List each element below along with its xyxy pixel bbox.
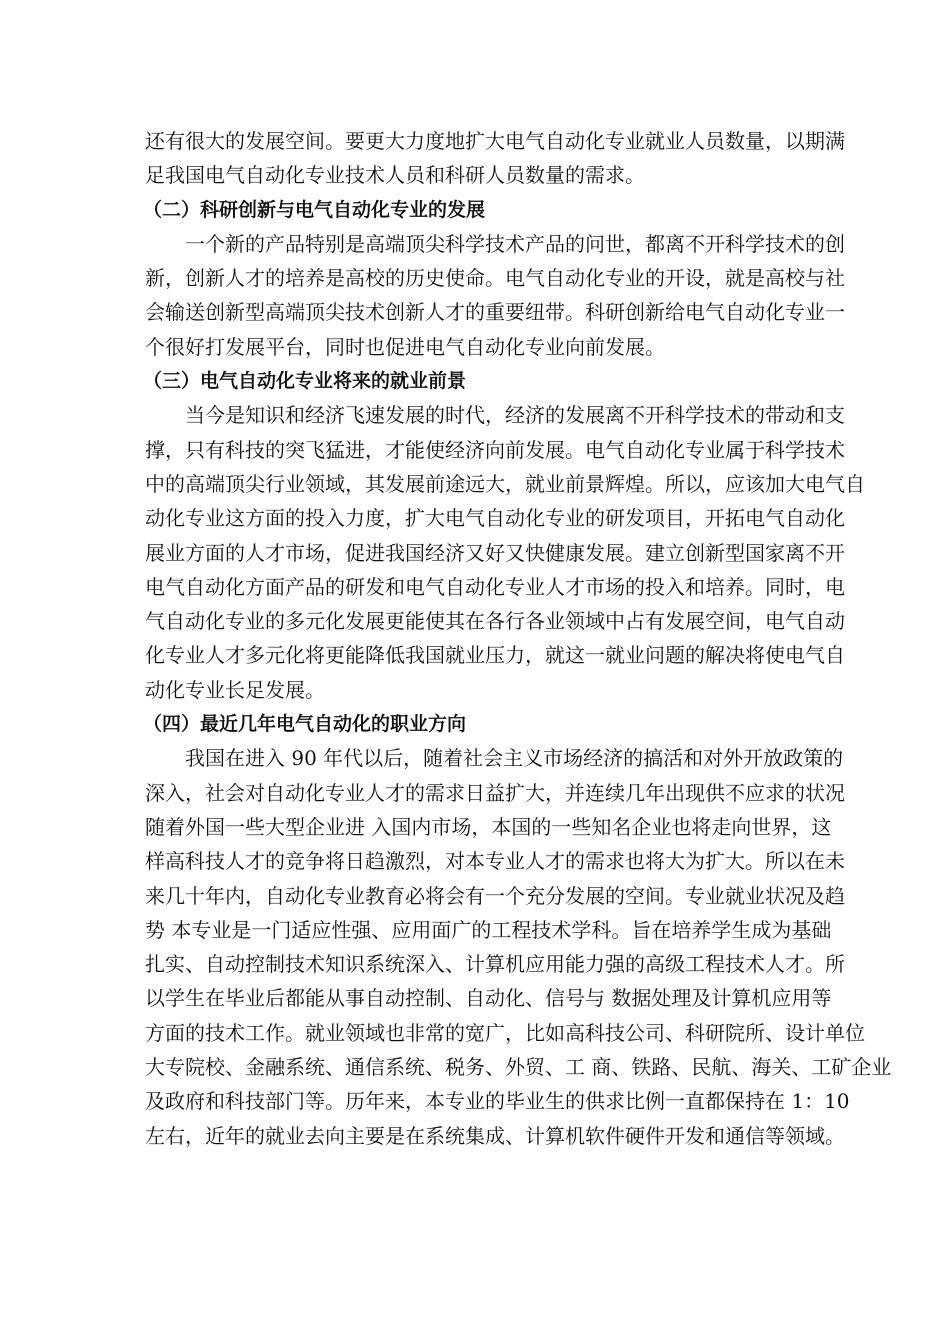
section-2 — [143, 193, 845, 364]
paragraph-line: 新，创新人才的培养是高校的历史使命。电气自动化专业的开设，就是高校与社 — [145, 266, 845, 291]
paragraph-line: 随着外国一些大型企业进 入国内市场，本国的一些知名企业也将走向世界，这 — [145, 814, 832, 839]
paragraph-line: 势 本专业是一门适应性强、应用面广的工程技术学科。旨在培养学生成为基础 — [145, 917, 832, 942]
paragraph-line: 动化专业长足发展。 — [145, 677, 325, 702]
paragraph-line: 扎实、自动控制技术知识系统深入、计算机应用能力强的高级工程技术人才。所 — [145, 952, 845, 977]
paragraph-line: 动化专业这方面的投入力度，扩大电气自动化专业的研发项目，开拓电气自动化 — [145, 506, 845, 531]
paragraph-line: 我国在进入 90 年代以后，随着社会主义市场经济的搞活和对外开放政策的 — [185, 746, 844, 771]
section-heading: （三）电气自动化专业将来的就业前景 — [143, 370, 467, 393]
paragraph-line: 会输送创新型高端顶尖技术创新人才的重要纽带。科研创新给电气自动化专业一 — [145, 300, 845, 325]
section-paragraph — [145, 398, 865, 707]
section-3 — [143, 364, 865, 707]
paragraph-line: 大专院校、金融系统、通信系统、税务、外贸、工 商、铁路、民航、海关、工矿企业 — [145, 1055, 892, 1080]
intro-paragraph — [145, 124, 845, 193]
paragraph-line: 电气自动化方面产品的研发和电气自动化专业人才市场的投入和培养。同时，电 — [145, 574, 845, 599]
paragraph-line: 一个新的产品特别是高端顶尖科学技术产品的问世，都离不开科学技术的创 — [185, 231, 845, 256]
document-page — [143, 124, 892, 1153]
paragraph-line: 中的高端顶尖行业领域，其发展前途远大，就业前景辉煌。所以，应该加大电气自 — [145, 471, 865, 496]
paragraph-line: 撑，只有科技的突飞猛进，才能使经济向前发展。电气自动化专业属于科学技术 — [145, 437, 845, 462]
paragraph-line: 以学生在毕业后都能从事自动控制、自动化、信号与 数据处理及计算机应用等 — [145, 986, 832, 1011]
section-paragraph — [145, 741, 892, 1153]
paragraph-line: 还有很大的发展空间。要更大力度地扩大电气自动化专业就业人员数量，以期满 — [145, 129, 845, 153]
section-paragraph — [145, 227, 845, 364]
paragraph-line: 展业方面的人才市场，促进我国经济又好又快健康发展。建立创新型国家离不开 — [145, 540, 845, 565]
section-4 — [143, 707, 892, 1153]
paragraph-line: 左右，近年的就业去向主要是在系统集成、计算机软件硬件开发和通信等领域。 — [145, 1123, 845, 1148]
paragraph-line: 气自动化专业的多元化发展更能使其在各行各业领域中占有发展空间，电气自动 — [145, 609, 845, 634]
paragraph-line: 个很好打发展平台，同时也促进电气自动化专业向前发展。 — [145, 334, 665, 359]
paragraph-line: 方面的技术工作。就业领域也非常的宽广，比如高科技公司、科研院所、设计单位 — [145, 1020, 865, 1045]
section-heading: （二）科研创新与电气自动化专业的发展 — [143, 198, 486, 221]
section-heading: （四）最近几年电气自动化的职业方向 — [143, 713, 467, 736]
paragraph-line: 样高科技人才的竞争将日趋激烈，对本专业人才的需求也将大为扩大。所以在未 — [145, 849, 845, 874]
paragraph-line: 及政府和科技部门等。历年来，本专业的毕业生的供求比例一直都保持在 1：10 — [145, 1089, 850, 1114]
paragraph-line: 化专业人才多元化将更能降低我国就业压力，就这一就业问题的解决将使电气自 — [145, 643, 845, 668]
paragraph-line: 深入，社会对自动化专业人才的需求日益扩大，并连续几年出现供不应求的状况 — [145, 780, 845, 805]
paragraph-line: 来几十年内，自动化专业教育必将会有一个充分发展的空间。专业就业状况及趋 — [145, 883, 845, 908]
paragraph-line: 足我国电气自动化专业技术人员和科研人员数量的需求。 — [145, 163, 645, 188]
paragraph-line: 当今是知识和经济飞速发展的时代，经济的发展离不开科学技术的带动和支 — [185, 403, 845, 428]
